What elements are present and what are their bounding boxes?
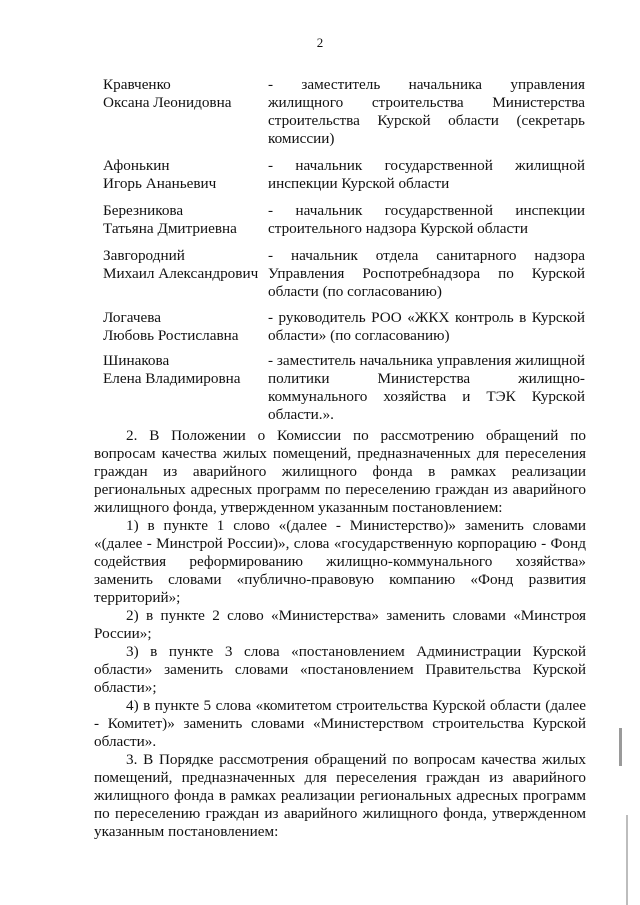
paragraph-2-2: 2) в пункте 2 слово «Министерства» заменить словами «Минстроя России»; [94, 607, 586, 642]
member-role [268, 247, 585, 301]
role-line: - начальник государственной жилищной [268, 157, 585, 174]
member-given-names: Игорь Ананьевич [103, 175, 217, 192]
member-entry [103, 202, 585, 238]
role-line: области (по согласованию) [268, 283, 442, 300]
member-role [268, 202, 585, 238]
role-line: - заместитель начальника управления [268, 76, 585, 93]
member-role [268, 157, 585, 193]
paragraph-3: 3. В Порядке рассмотрения обращений по вопросам качества жилых помещений, предназначенных для переселения граждан из аварийного жилищного фонда в рамках реализации региональных адресных программ по переселению граждан из аварийного жилищного фонда, утвержденном указанным постановлением: [94, 751, 586, 840]
member-role [268, 309, 585, 345]
role-line: Управления Роспотребнадзора по Курской [268, 265, 585, 282]
member-entry [103, 309, 585, 345]
role-line: - руководитель РОО «ЖКХ контроль в Курской [268, 309, 585, 326]
role-line: строительства Курской области (секретарь [268, 112, 585, 129]
member-given-names: Татьяна Дмитриевна [103, 220, 237, 237]
member-name [103, 352, 263, 388]
paragraph-2-1: 1) в пункте 1 слово «(далее - Министерство)» заменить словами «(далее - Минстрой России)», слова «государственную корпорацию - Фонд содействия реформированию жилищно-коммунального хозяйства» заменить словами «публично-правовую компанию «Фонд развития территорий»; [94, 517, 586, 606]
member-surname: Завгородний [103, 247, 185, 264]
member-entry [103, 247, 585, 301]
role-line: области.». [268, 406, 334, 423]
member-surname: Афонькин [103, 157, 170, 174]
role-line: - заместитель начальника управления жилищной [268, 352, 585, 369]
role-line: политики Министерства жилищно- [268, 370, 585, 387]
member-name [103, 202, 263, 238]
member-entry [103, 76, 585, 148]
document-body [94, 427, 586, 841]
member-given-names: Елена Владимировна [103, 370, 241, 387]
member-surname: Кравченко [103, 76, 171, 93]
paragraph-2-4: 4) в пункте 5 слова «комитетом строительства Курской области (далее - Комитет)» заменить словами «Министерством строительства Курской области». [94, 697, 586, 750]
paragraph-2-3: 3) в пункте 3 слова «постановлением Администрации Курской области» заменить словами «постановлением Правительства Курской области»; [94, 643, 586, 696]
paragraph-2: 2. В Положении о Комиссии по рассмотрению обращений по вопросам качества жилых помещений, предназначенных для переселения граждан из аварийного жилищного фонда в рамках реализации региональных адресных программ по переселению граждан из аварийного жилищного фонда, утвержденном указанным постановлением: [94, 427, 586, 516]
role-line: комиссии) [268, 130, 335, 147]
role-line: - начальник государственной инспекции [268, 202, 585, 219]
member-surname: Шинакова [103, 352, 170, 369]
role-line: - начальник отдела санитарного надзора [268, 247, 585, 264]
page-number: 2 [316, 35, 324, 50]
role-line: области» (по согласованию) [268, 327, 450, 344]
role-line: жилищного строительства Министерства [268, 94, 585, 111]
member-entry [103, 157, 585, 193]
member-given-names: Михаил Александрович [103, 265, 259, 282]
member-name [103, 157, 263, 193]
member-given-names: Оксана Леонидовна [103, 94, 232, 111]
scan-artifact [626, 815, 628, 905]
member-name [103, 247, 263, 283]
member-role [268, 76, 585, 148]
member-name [103, 309, 263, 345]
scan-artifact [619, 728, 622, 766]
member-role [268, 352, 585, 424]
member-given-names: Любовь Ростиславна [103, 327, 239, 344]
member-entry [103, 352, 585, 424]
role-line: коммунального хозяйства и ТЭК Курской [268, 388, 585, 405]
role-line: строительного надзора Курской области [268, 220, 528, 237]
member-surname: Логачева [103, 309, 161, 326]
member-name [103, 76, 263, 112]
member-surname: Березникова [103, 202, 184, 219]
role-line: инспекции Курской области [268, 175, 450, 192]
